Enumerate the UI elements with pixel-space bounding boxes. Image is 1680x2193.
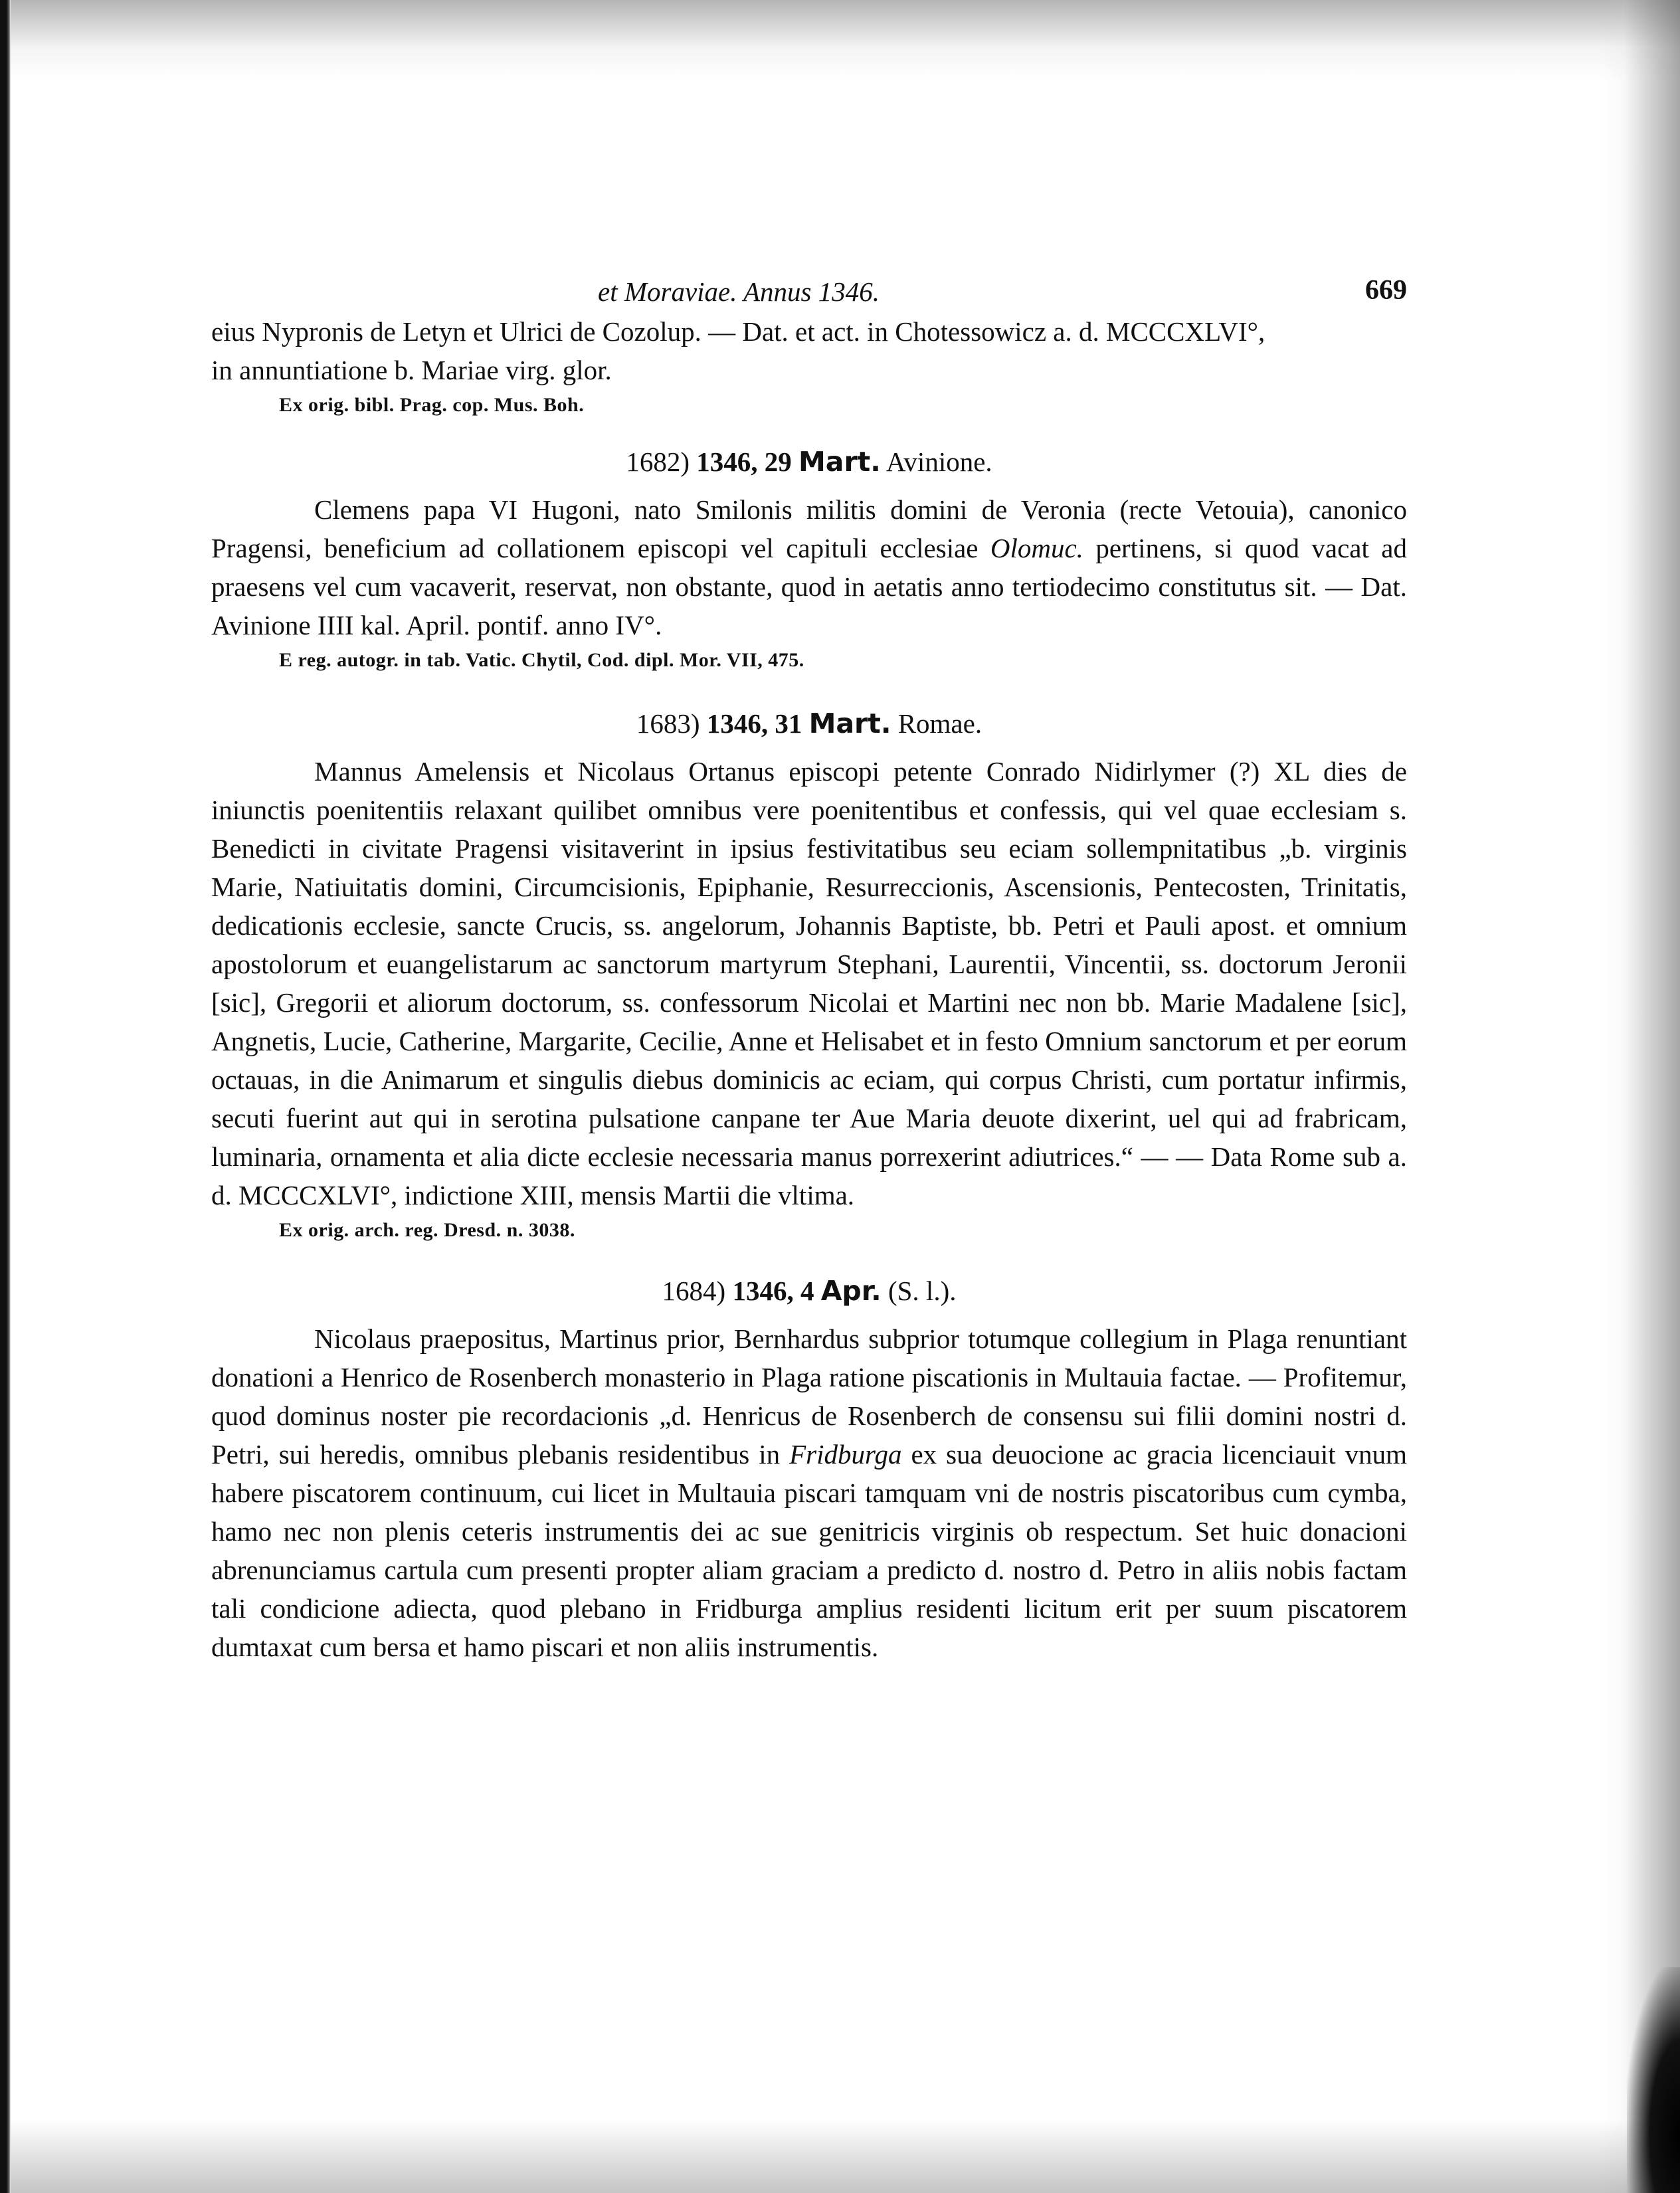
entry-1682 xyxy=(211,442,1407,675)
entry-month: Mart. xyxy=(808,708,891,739)
entry-month: Mart. xyxy=(798,446,881,478)
entry-month: Apr. xyxy=(820,1275,882,1307)
scan-corner-shadow xyxy=(1627,1967,1680,2193)
scan-shadow-right xyxy=(1600,0,1680,2193)
entry-place: Romae. xyxy=(897,708,982,739)
source-note: E reg. autogr. in tab. Vatic. Chytil, Cod. dipl. Mor. VII, 475. xyxy=(279,649,804,671)
entry-date: 1346, 4 xyxy=(732,1276,814,1306)
continuation-block xyxy=(211,312,1407,420)
entry-date: 1346, 31 xyxy=(706,708,802,739)
source-note: Ex orig. arch. reg. Dresd. n. 3038. xyxy=(279,1219,575,1241)
entry-text-part: pertinens, si quod vacat ad praesens vel cum vacaverit, reservat, non obstante, quod in aetatis anno tertiodecimo constitutus sit. — Dat. Avinione IIII kal. April. pontif. anno IV°. xyxy=(211,533,1407,640)
entry-text xyxy=(211,1319,1407,1666)
entry-date: 1346, 29 xyxy=(696,446,792,477)
running-title: et Moraviae. Annus 1346. xyxy=(598,276,880,307)
continuation-line-1: eius Nypronis de Letyn et Ulrici de Cozolup. — Dat. et act. in Chotessowicz a. d. MCCCXLVI°, xyxy=(211,316,1265,347)
entry-place: Avinione. xyxy=(886,446,992,477)
source-note: Ex orig. bibl. Prag. cop. Mus. Boh. xyxy=(279,394,585,416)
entry-number: 1684) xyxy=(662,1276,726,1306)
page-number: 669 xyxy=(1365,275,1407,306)
entry-text-italic: Fridburga xyxy=(789,1439,902,1470)
entry-1683 xyxy=(211,704,1407,1245)
entry-place: (S. l.). xyxy=(887,1276,957,1306)
scan-shadow-bottom xyxy=(0,2120,1680,2193)
continuation-line-2: in annuntiatione b. Mariae virg. glor. xyxy=(211,355,612,385)
entry-text-part: ex sua deuocione ac gracia licenciauit vnum habere piscatorem continuum, cui licet in Multauia piscari tamquam vni de nostris piscatoribus cum cymba, hamo nec non plenis ceteris instrumentis dei ac sue genitricis virginis ob respectum. Set huic donacioni abrenunciamus cartula cum presenti propter aliam graciam a predicto d. nostro d. Petro in aliis nobis factam tali condicione adiecta, quod plebano in Fridburga amplius residenti licitum erit per suum piscatorem dumtaxat cum bersa et hamo piscari et non aliis instrumentis. xyxy=(211,1439,1407,1662)
entry-text-part: Nicolaus praepositus, Martinus prior, Bernhardus subprior totumque collegium in Plaga renuntiant donationi a Henrico de Rosenberch monasterio in Plaga ratione piscationis in Multauia factae. — Profitemur, quod dominus noster pie recordacionis „d. Henricus de Rosenberch de consensu sui filii domini nostri d. Petri, sui heredis, omnibus plebanis residentibus in xyxy=(211,1323,1407,1470)
entry-heading xyxy=(211,1272,1407,1310)
entry-1684 xyxy=(211,1272,1407,1666)
entry-text-italic: Olomuc. xyxy=(990,533,1083,563)
entry-text: Mannus Amelensis et Nicolaus Ortanus episcopi petente Conrado Nidirlymer (?) XL dies de iniunctis poenitentiis relaxant quilibet omnibus vere poenitentibus et confessis, qui vel quae ecclesiam s. Benedicti in civitate Pragensi visitaverint in ipsius festivitatibus seu eciam sollempnitatibus „b. virginis Marie, Natiuitatis domini, Circumcisionis, Epiphanie, Resurreccionis, Ascensionis, Pentecosten, Trinitatis, dedicationis ecclesie, sancte Crucis, ss. angelorum, Johannis Baptiste, bb. Petri et Pauli apost. et omnium apostolorum et euangelistarum ac sanctorum martyrum Stephani, Laurentii, Vincentii, ss. doctorum Jeronii [sic], Gregorii et aliorum doctorum, ss. confessorum Nicolai et Martini nec non bb. Marie Madalene [sic], Angnetis, Lucie, Catherine, Margarite, Cecilie, Anne et Helisabet et in festo Omnium sanctorum et per eorum octauas, in die Animarum et singulis diebus dominicis ac eciam, qui corpus Christi, cum portatur infirmis, secuti fuerint aut qui in serotina pulsatione canpane ter Aue Maria deuote dixerint, uel qui ad frabricam, luminaria, ornamenta et alia dicte ecclesie necessaria manus porrexerint adiutrices.“ — — Data Rome sub a. d. MCCCXLVI°, indictione XIII, mensis Martii die vltima. xyxy=(211,756,1407,1210)
entry-text xyxy=(211,490,1407,644)
entry-number: 1682) xyxy=(626,446,690,477)
document-page xyxy=(211,266,1407,1666)
scan-edge-left xyxy=(0,0,11,2193)
entry-number: 1683) xyxy=(636,708,700,739)
entry-text-part: Clemens papa VI Hugoni, nato Smilonis militis domini de Veronia (recte Vetouia), canonico Pragensi, beneficium ad collationem episcopi vel capituli ecclesiae xyxy=(211,494,1407,563)
entry-heading xyxy=(211,442,1407,481)
running-head xyxy=(211,266,1407,312)
entry-heading xyxy=(211,704,1407,743)
scan-shadow-top xyxy=(0,0,1680,80)
